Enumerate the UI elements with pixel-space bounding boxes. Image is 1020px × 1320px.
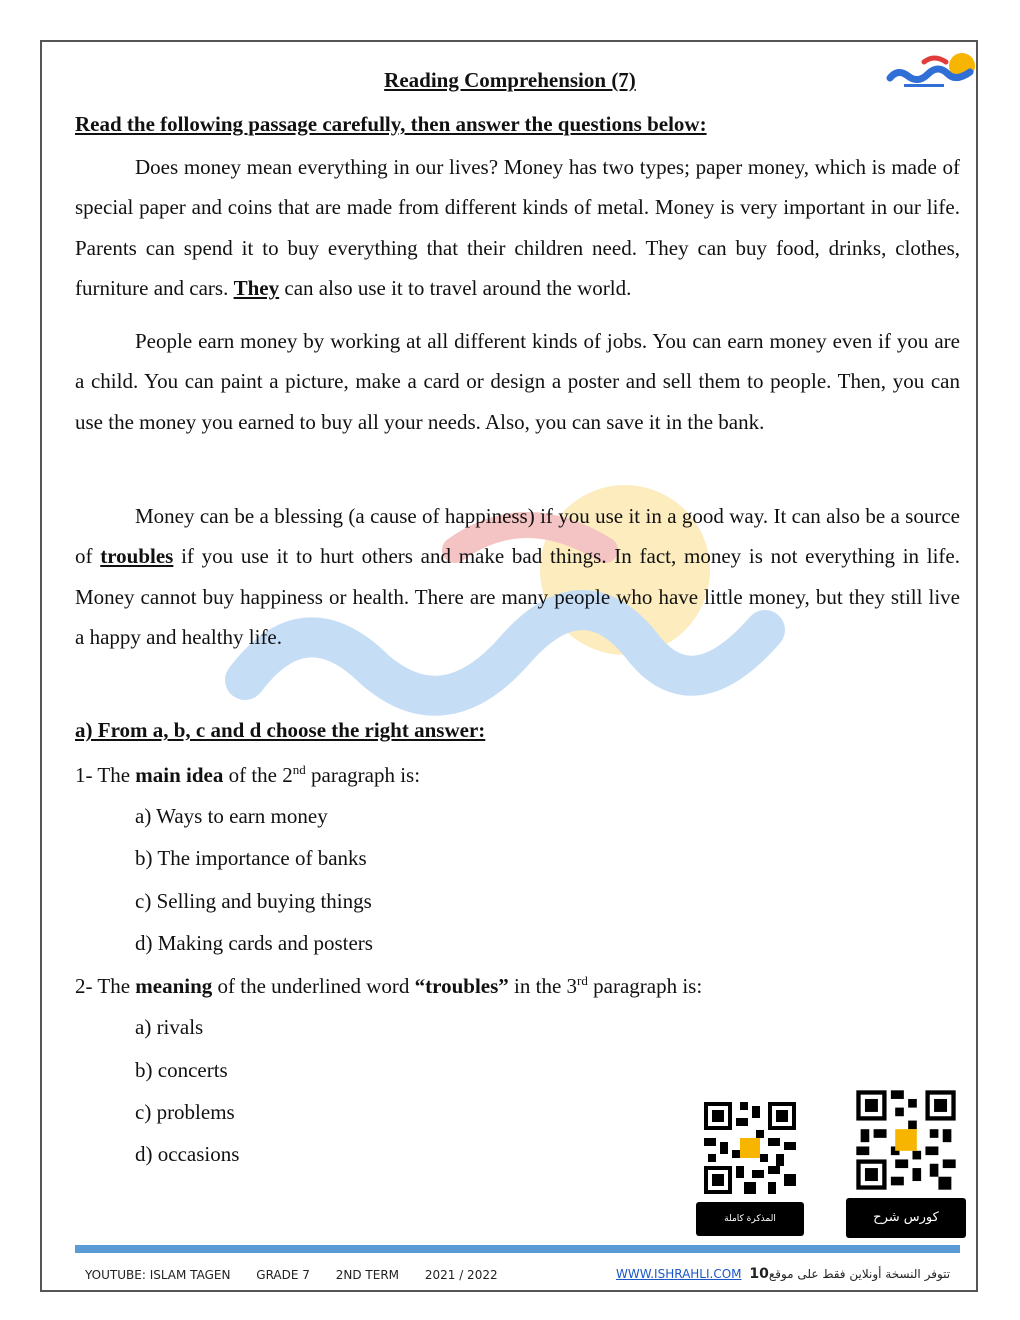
page-title: Reading Comprehension (7) bbox=[384, 68, 636, 92]
q2-option-d: d) occasions bbox=[135, 1142, 240, 1166]
q1-bold: main idea bbox=[135, 763, 224, 787]
footer-site-link[interactable]: WWW.ISHRAHLI.COM bbox=[616, 1267, 742, 1281]
underlined-word-they: They bbox=[233, 275, 280, 300]
q2-post: paragraph is: bbox=[587, 974, 703, 998]
question-1 bbox=[75, 762, 420, 788]
paragraph-1-text-a: Does money mean everything in our lives? Money has two types; paper money, which is made of special paper and coins that are made from different kinds of metal. Money is very important in our life. Parents can spend it to buy everything that their children need. They can buy food, drinks, clothes, furniture and cars. bbox=[75, 155, 960, 300]
page-number: 10 bbox=[749, 1266, 769, 1282]
footer-grade: GRADE 7 bbox=[256, 1268, 310, 1282]
q1-option-a: a) Ways to earn money bbox=[135, 804, 328, 828]
paragraph-3-text-b: if you use it to hurt others and make bad things. In fact, money is not everything in life. Money cannot buy happiness or health. There are many people who have little money, but they still live a happy and healthy life. bbox=[75, 544, 960, 649]
q1-sup: nd bbox=[292, 762, 306, 777]
q1-option-c: c) Selling and buying things bbox=[135, 889, 372, 913]
question-2 bbox=[75, 973, 702, 999]
section-a-heading: a) From a, b, c and d choose the right answer: bbox=[75, 718, 486, 742]
q2-option-c: c) problems bbox=[135, 1100, 235, 1124]
q1-post: paragraph is: bbox=[305, 763, 421, 787]
q1-option-d: d) Making cards and posters bbox=[135, 931, 373, 955]
q2-bold: meaning bbox=[135, 974, 213, 998]
qr-code-icon[interactable] bbox=[700, 1098, 800, 1198]
footer-right bbox=[616, 1266, 950, 1282]
paragraph-3 bbox=[75, 496, 960, 657]
footer-left bbox=[85, 1268, 520, 1282]
q2-mid: of the underlined word bbox=[212, 974, 415, 998]
footer-youtube: YOUTUBE: ISLAM TAGEN bbox=[85, 1268, 231, 1282]
q2-sup: rd bbox=[577, 973, 588, 988]
q2-option-b: b) concerts bbox=[135, 1058, 228, 1082]
q2-option-a: a) rivals bbox=[135, 1015, 204, 1039]
footer-year: 2021 / 2022 bbox=[424, 1268, 498, 1282]
q2-mid2: in the 3 bbox=[508, 974, 578, 998]
underlined-word-troubles: troubles bbox=[100, 544, 174, 569]
q2-pre: 2- The bbox=[75, 974, 136, 998]
paragraph-1-text-b: can also use it to travel around the world. bbox=[279, 275, 632, 300]
footer-arabic-note: تتوفر النسخة أونلاين فقط على موقع bbox=[741, 1267, 951, 1281]
paragraph-3-text-a: Money can be a blessing (a cause of happiness) if you use it in a good way. It can also be a source of bbox=[75, 504, 960, 569]
footer-bar bbox=[75, 1245, 960, 1253]
q2-quoted-word: “troubles” bbox=[414, 974, 509, 998]
q1-pre: 1- The bbox=[75, 763, 136, 787]
qr-label-course: كورس شرح bbox=[846, 1198, 966, 1238]
qr-code-icon[interactable] bbox=[852, 1086, 960, 1194]
footer-term: 2ND TERM bbox=[335, 1268, 400, 1282]
qr-label-full-notes: المذكرة كاملة bbox=[696, 1202, 804, 1236]
q1-option-b: b) The importance of banks bbox=[135, 846, 367, 870]
q1-mid: of the 2 bbox=[223, 763, 293, 787]
instruction: Read the following passage carefully, then answer the questions below: bbox=[75, 112, 707, 136]
paragraph-1 bbox=[75, 147, 960, 308]
paragraph-2: People earn money by working at all different kinds of jobs. You can earn money even if you are a child. You can paint a picture, make a card or design a poster and sell them to people. Then, you can use the money you earned to buy all your needs. Also, you can save it in the bank. bbox=[75, 329, 960, 434]
